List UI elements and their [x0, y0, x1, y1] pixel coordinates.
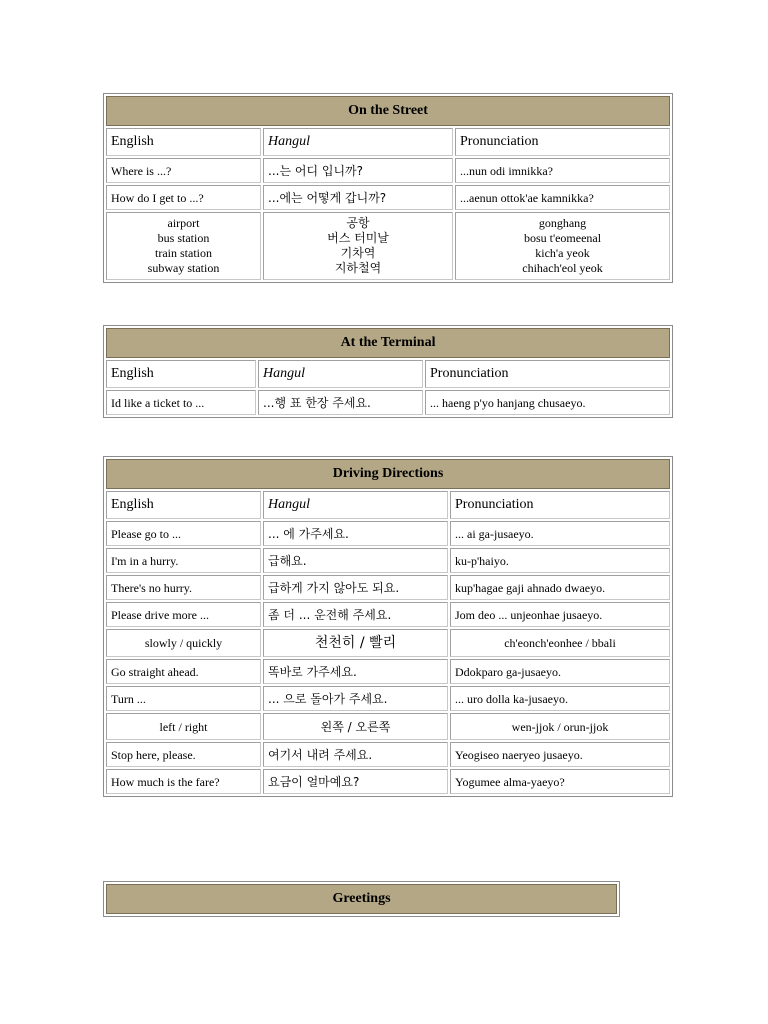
place-pronunciation: gonghang	[538, 216, 587, 230]
table-row	[106, 575, 670, 600]
table-row	[106, 548, 670, 573]
hangul-cell: 여기서 내려 주세요.	[263, 742, 448, 767]
english-cell: Please drive more ...	[106, 602, 261, 627]
hangul-cell: ...는 어디 입니까?	[263, 158, 453, 183]
pronunciation-cell: ... uro dolla ka-jusaeyo.	[450, 686, 670, 711]
place-english: subway station	[147, 261, 220, 275]
header-hangul: Hangul	[263, 128, 453, 156]
hangul-cell: 왼쪽 / 오른쪽	[263, 713, 448, 740]
english-cell: Turn ...	[106, 686, 261, 711]
header-hangul: Hangul	[263, 491, 448, 519]
english-cell: slowly / quickly	[106, 629, 261, 657]
english-cell: There's no hurry.	[106, 575, 261, 600]
place-english: train station	[155, 246, 212, 260]
english-cell: Id like a ticket to ...	[106, 390, 256, 415]
hangul-places-cell	[263, 212, 453, 280]
pronunciation-cell: ... haeng p'yo hanjang chusaeyo.	[425, 390, 670, 415]
hangul-cell: 좀 더 ... 운전해 주세요.	[263, 602, 448, 627]
table-row	[106, 629, 670, 657]
table-row	[106, 686, 670, 711]
pronunciation-places-cell	[455, 212, 670, 280]
header-english: English	[106, 491, 261, 519]
place-hangul: 버스 터미날	[327, 231, 389, 245]
english-cell: Go straight ahead.	[106, 659, 261, 684]
table-row	[106, 659, 670, 684]
header-hangul: Hangul	[258, 360, 423, 388]
hangul-cell: 요금이 얼마예요?	[263, 769, 448, 794]
place-english: bus station	[157, 231, 210, 245]
header-pronunciation: Pronunciation	[450, 491, 670, 519]
driving-directions-table	[103, 456, 673, 797]
table-row	[106, 742, 670, 767]
hangul-cell: ... 으로 돌아가 주세요.	[263, 686, 448, 711]
pronunciation-cell: ch'eonch'eonhee / bbali	[450, 629, 670, 657]
pronunciation-cell: ... ai ga-jusaeyo.	[450, 521, 670, 546]
section-title: Greetings	[106, 884, 617, 914]
place-pronunciation: kich'a yeok	[535, 246, 590, 260]
english-cell: Where is ...?	[106, 158, 261, 183]
section-title: Driving Directions	[106, 459, 670, 489]
at-the-terminal-table	[103, 325, 673, 418]
pronunciation-cell: Yogumee alma-yaeyo?	[450, 769, 670, 794]
place-pronunciation: chihach'eol yeok	[522, 261, 603, 275]
table-row	[106, 521, 670, 546]
place-hangul: 공항	[346, 216, 370, 230]
hangul-cell: 급해요.	[263, 548, 448, 573]
table-row	[106, 158, 670, 183]
place-pronunciation: bosu t'eomeenal	[523, 231, 602, 245]
table-row	[106, 769, 670, 794]
hangul-cell: 천천히 / 빨리	[263, 629, 448, 657]
english-cell: Stop here, please.	[106, 742, 261, 767]
greetings-table	[103, 881, 620, 917]
pronunciation-cell: kup'hagae gaji ahnado dwaeyo.	[450, 575, 670, 600]
hangul-cell: ... 에 가주세요.	[263, 521, 448, 546]
place-hangul: 기차역	[340, 246, 376, 260]
header-english: English	[106, 360, 256, 388]
hangul-cell: ...행 표 한장 주세요.	[258, 390, 423, 415]
english-places-cell	[106, 212, 261, 280]
section-title: On the Street	[106, 96, 670, 126]
on-the-street-table	[103, 93, 673, 283]
pronunciation-cell: wen-jjok / orun-jjok	[450, 713, 670, 740]
pronunciation-cell: ...nun odi imnikka?	[455, 158, 670, 183]
table-row	[106, 602, 670, 627]
hangul-cell: ...에는 어떻게 갑니까?	[263, 185, 453, 210]
table-row	[106, 212, 670, 280]
pronunciation-cell: Jom deo ... unjeonhae jusaeyo.	[450, 602, 670, 627]
pronunciation-cell: Yeogiseo naeryeo jusaeyo.	[450, 742, 670, 767]
hangul-cell: 똑바로 가주세요.	[263, 659, 448, 684]
place-english: airport	[167, 216, 200, 230]
header-pronunciation: Pronunciation	[455, 128, 670, 156]
header-english: English	[106, 128, 261, 156]
pronunciation-cell: Ddokparo ga-jusaeyo.	[450, 659, 670, 684]
place-hangul: 지하철역	[334, 261, 382, 275]
english-cell: How much is the fare?	[106, 769, 261, 794]
section-title: At the Terminal	[106, 328, 670, 358]
header-pronunciation: Pronunciation	[425, 360, 670, 388]
table-row	[106, 390, 670, 415]
table-row	[106, 185, 670, 210]
hangul-cell: 급하게 가지 않아도 되요.	[263, 575, 448, 600]
table-row	[106, 713, 670, 740]
english-cell: How do I get to ...?	[106, 185, 261, 210]
english-cell: I'm in a hurry.	[106, 548, 261, 573]
english-cell: left / right	[106, 713, 261, 740]
pronunciation-cell: ...aenun ottok'ae kamnikka?	[455, 185, 670, 210]
pronunciation-cell: ku-p'haiyo.	[450, 548, 670, 573]
english-cell: Please go to ...	[106, 521, 261, 546]
